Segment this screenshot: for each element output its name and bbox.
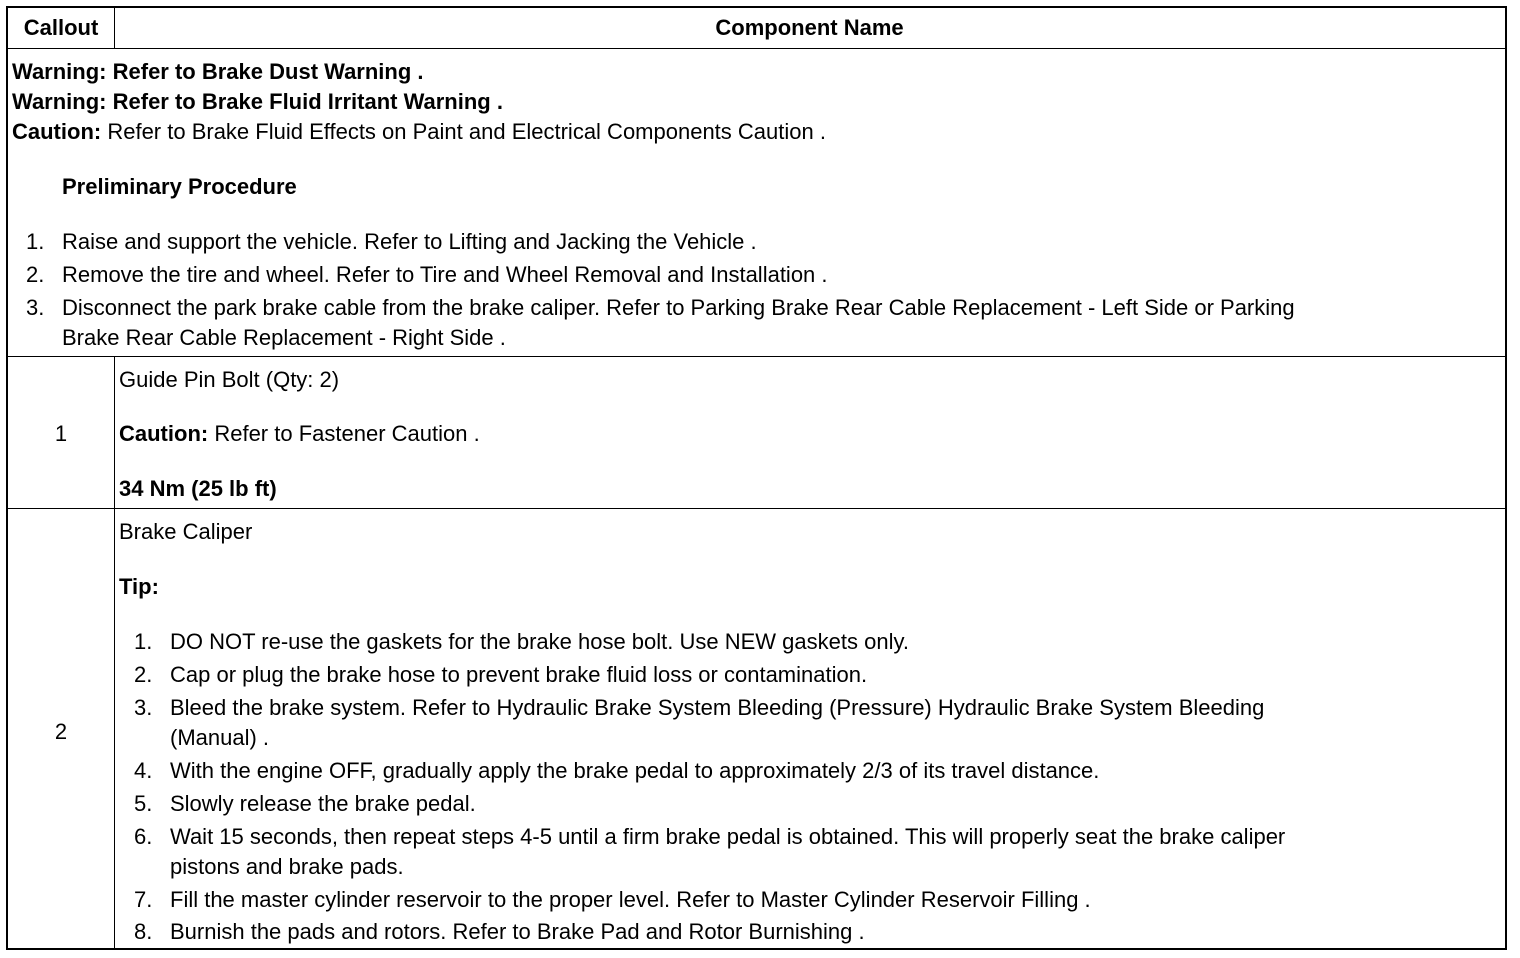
row-callout: 1	[54, 421, 68, 446]
prelim-step-text: Remove the tire and wheel. Refer to Tire and Wheel Removal and Installation .	[62, 262, 828, 287]
caution-label: Caution:	[12, 119, 102, 144]
warning-label: Warning:	[12, 59, 107, 84]
warning-text: Refer to Brake Dust Warning .	[112, 59, 424, 84]
tip-step-number: 1.	[134, 629, 153, 654]
warning-label: Warning:	[12, 89, 107, 114]
tip-step-text-continued: pistons and brake pads.	[170, 854, 404, 879]
component-table	[6, 6, 1507, 950]
header-component-name: Component Name	[715, 15, 904, 40]
row-tip-label: Tip:	[119, 574, 159, 599]
prelim-step-text-continued: Brake Rear Cable Replacement - Right Side .	[62, 325, 506, 350]
row-caution	[119, 419, 480, 449]
prelim-step-text: Raise and support the vehicle. Refer to Lifting and Jacking the Vehicle .	[62, 229, 757, 254]
tip-step-number: 7.	[134, 887, 153, 912]
tip-step-text: Slowly release the brake pedal.	[170, 791, 476, 816]
warning-text: Refer to Brake Fluid Irritant Warning .	[112, 89, 503, 114]
caution-text: Refer to Fastener Caution .	[214, 421, 480, 446]
prelim-step-number: 3.	[26, 295, 45, 320]
prelim-step-number: 1.	[26, 229, 45, 254]
header-callout: Callout	[23, 15, 99, 40]
row-callout: 2	[54, 719, 68, 744]
tip-step-text-continued: (Manual) .	[170, 725, 270, 750]
tip-step-number: 5.	[134, 791, 153, 816]
prelim-step-number: 2.	[26, 262, 45, 287]
prelim-step-text: Disconnect the park brake cable from the brake caliper. Refer to Parking Brake Rear Cable Replacement - Left Side or Parking	[62, 295, 1295, 320]
preliminary-procedure-title: Preliminary Procedure	[62, 174, 297, 199]
row-torque-spec: 34 Nm (25 lb ft)	[119, 476, 277, 501]
row-divider	[8, 508, 1505, 509]
caution-brake-fluid-effects	[12, 117, 826, 147]
tip-step-number: 4.	[134, 758, 153, 783]
caution-text: Refer to Brake Fluid Effects on Paint and Electrical Components Caution .	[107, 119, 826, 144]
row-component-name: Brake Caliper	[119, 519, 253, 544]
caution-label: Caution:	[119, 421, 209, 446]
tip-step-text: Cap or plug the brake hose to prevent brake fluid loss or contamination.	[170, 662, 868, 687]
warning-brake-dust	[12, 57, 424, 87]
tip-step-text: Wait 15 seconds, then repeat steps 4-5 until a firm brake pedal is obtained. This will properly seat the brake caliper	[170, 824, 1286, 849]
tip-step-number: 6.	[134, 824, 153, 849]
header-divider	[8, 48, 1505, 49]
tip-step-text: Burnish the pads and rotors. Refer to Brake Pad and Rotor Burnishing .	[170, 919, 865, 944]
tip-step-number: 8.	[134, 919, 153, 944]
tip-step-text: DO NOT re-use the gaskets for the brake hose bolt. Use NEW gaskets only.	[170, 629, 909, 654]
warning-brake-fluid	[12, 87, 503, 117]
tip-step-text: Fill the master cylinder reservoir to the proper level. Refer to Master Cylinder Reservoir Filling .	[170, 887, 1091, 912]
tip-step-text: With the engine OFF, gradually apply the brake pedal to approximately 2/3 of its travel distance.	[170, 758, 1100, 783]
tip-step-text: Bleed the brake system. Refer to Hydraulic Brake System Bleeding (Pressure) Hydraulic Brake System Bleeding	[170, 695, 1265, 720]
tip-step-number: 2.	[134, 662, 153, 687]
intro-divider	[8, 356, 1505, 357]
row-component-name: Guide Pin Bolt (Qty: 2)	[119, 367, 340, 392]
body-column-divider	[114, 356, 115, 948]
tip-step-number: 3.	[134, 695, 153, 720]
